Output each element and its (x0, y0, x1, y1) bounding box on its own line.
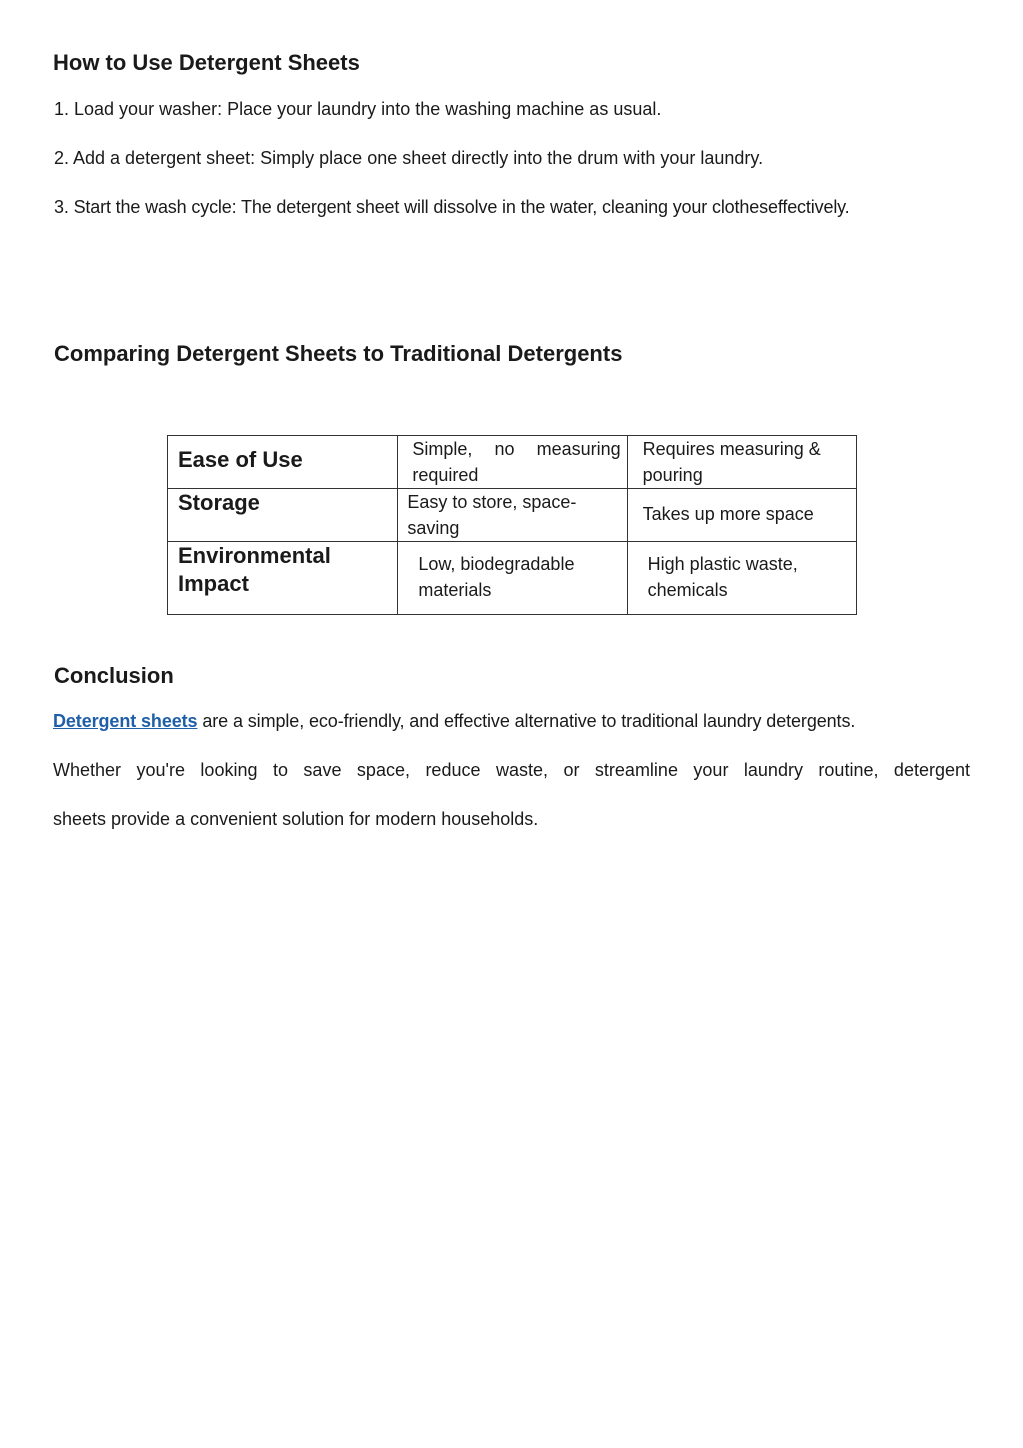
conclusion-line: Whether you're looking to save space, reduce waste, or streamline your laundry routine, detergent (53, 760, 970, 780)
conclusion-text: are a simple, eco-friendly, and effective alternative to traditional laundry detergents. (197, 711, 856, 731)
sheets-value: Easy to store, space-saving (407, 492, 577, 538)
table-row (168, 436, 857, 489)
table-cell-sheets (398, 436, 627, 489)
table-cell-traditional (627, 436, 856, 489)
how-to-step: 2. Add a detergent sheet: Simply place one sheet directly into the drum with your laundry. (54, 148, 764, 168)
table-row (168, 489, 857, 542)
conclusion-heading: Conclusion (54, 663, 174, 688)
how-to-step: 3. Start the wash cycle: The detergent sheet will dissolve in the water, cleaning your clotheseffectively. (54, 197, 850, 217)
sheets-value: Simple, no measuring required (412, 439, 621, 485)
feature-label: Storage (178, 490, 260, 515)
table-cell-sheets (398, 489, 627, 542)
traditional-value: Requires measuring & pouring (642, 439, 821, 485)
table-cell-traditional (627, 542, 856, 615)
table-cell-feature (168, 489, 398, 542)
comparison-table (167, 435, 857, 615)
table-cell-sheets (398, 542, 627, 615)
table-cell-feature (168, 436, 398, 489)
conclusion-line: sheets provide a convenient solution for modern households. (53, 809, 539, 829)
detergent-sheets-link[interactable]: Detergent sheets (53, 711, 198, 731)
traditional-value: Takes up more space (642, 504, 814, 524)
how-to-heading: How to Use Detergent Sheets (53, 50, 360, 75)
conclusion-line (53, 710, 970, 732)
feature-label: Ease of Use (178, 447, 303, 472)
traditional-value: High plastic waste, chemicals (647, 554, 798, 600)
feature-label: Environmental Impact (178, 543, 331, 596)
table-cell-feature (168, 542, 398, 615)
how-to-step: 1. Load your washer: Place your laundry into the washing machine as usual. (54, 99, 662, 119)
table-cell-traditional (627, 489, 856, 542)
comparison-heading: Comparing Detergent Sheets to Traditional Detergents (54, 341, 623, 366)
sheets-value: Low, biodegradable materials (418, 554, 575, 600)
table-row (168, 542, 857, 615)
